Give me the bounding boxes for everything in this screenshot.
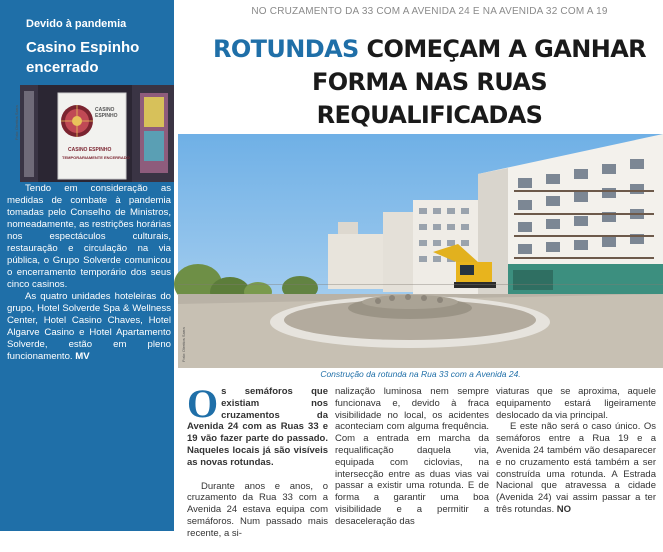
headline xyxy=(196,33,663,132)
sidebar-kicker: Devido à pandemia xyxy=(26,18,127,30)
sidebar-photo xyxy=(20,85,174,182)
sign-text-1: CASINO xyxy=(95,107,115,113)
roundabout-photo xyxy=(178,134,663,368)
article-column-3 xyxy=(496,386,656,516)
sidebar-photo-credit: Foto: Direitos Sarra xyxy=(14,105,19,140)
headline-highlight: ROTUNDAS xyxy=(212,35,359,63)
body-paragraph: viaturas que se aproxima, aquele equipamento estará ligeiramente deslocado da via principal. xyxy=(496,386,656,421)
sign-text-2: ESPINHO xyxy=(95,113,118,119)
body-paragraph: Durante anos e anos, o cruzamento da Rua 33 com a Avenida 24 estava equipa com semáforos. Num passado mais recente, a si- xyxy=(187,480,328,539)
sidebar-title: Casino Espinho encerrado xyxy=(26,39,140,76)
sidebar-paragraph-text: As quatro unidades hoteleiras do grupo, Hotel Solverde Spa & Wellness Center, Hotel Casino Chaves, Hotel Algarve Casino e Hotel Apartamento Solverde, estão em pleno funcionamento. xyxy=(7,291,171,362)
body-paragraph xyxy=(496,421,656,515)
body-paragraph-text: E este não será o caso único. Os semáforos entre a Rua 19 e a Avenida 24 também vão desaparecer e no cruzamento está também a ser construída uma rotunda. A Estrada Nacional que atravessa a cidade (Avenida 24) vai assim passar a ter três rotundas. xyxy=(496,421,656,515)
sidebar-paragraph xyxy=(7,291,171,363)
photo-credit: Foto: Direitos Sarra xyxy=(181,327,186,362)
photo-caption: Construção da rotunda na Rua 33 com a Avenida 24. xyxy=(320,369,521,379)
drop-cap: O xyxy=(187,381,219,426)
author-signature: MV xyxy=(75,351,90,362)
lead-text: s semáforos que existiam nos cruzamentos da Avenida 24 com as Ruas 33 e 19 vão fazer parte do passado. Naqueles locais já são visíveis as novas rotundas. xyxy=(187,386,328,468)
sidebar-paragraph: Tendo em consideração as medidas de combate à pandemia tomadas pelo Conselho de Ministros, nomeadamente, as restrições horárias nos espectáculos culturais, restauração e circulação na via pública, o Grupo Solverde comunicou o encerramento temporário dos seus cinco casinos. xyxy=(7,183,171,290)
sign-text-4: TEMPORARIAMENTE ENCERRADO xyxy=(62,155,130,160)
article-column-1 xyxy=(187,381,328,552)
continued-marker: NO xyxy=(556,503,571,515)
lead-paragraph xyxy=(187,381,328,469)
article-column-2 xyxy=(335,386,489,528)
article-kicker: NO CRUZAMENTO DA 33 COM A AVENIDA 24 E NA AVENIDA 32 COM A 19 xyxy=(251,6,608,17)
headline-rest: COMEÇAM A GANHAR FORMA NAS RUAS REQUALIFICADAS xyxy=(311,35,647,129)
sidebar-box xyxy=(0,0,174,531)
body-paragraph: nalização luminosa nem sempre funcionava e, devido à fraca visibilidade no local, os acidentes aconteciam com alguma frequência. Com a entrada em marcha da requalificação daquela via, equipada com ciclovias, na intersecção entre as duas vias vai passar a existir uma rotunda. E de forma a garantir uma boa visibilidade e a permitir a desaceleração das xyxy=(335,386,489,527)
sidebar-body xyxy=(7,183,171,363)
sign-text-3: CASINO ESPINHO xyxy=(68,147,112,153)
